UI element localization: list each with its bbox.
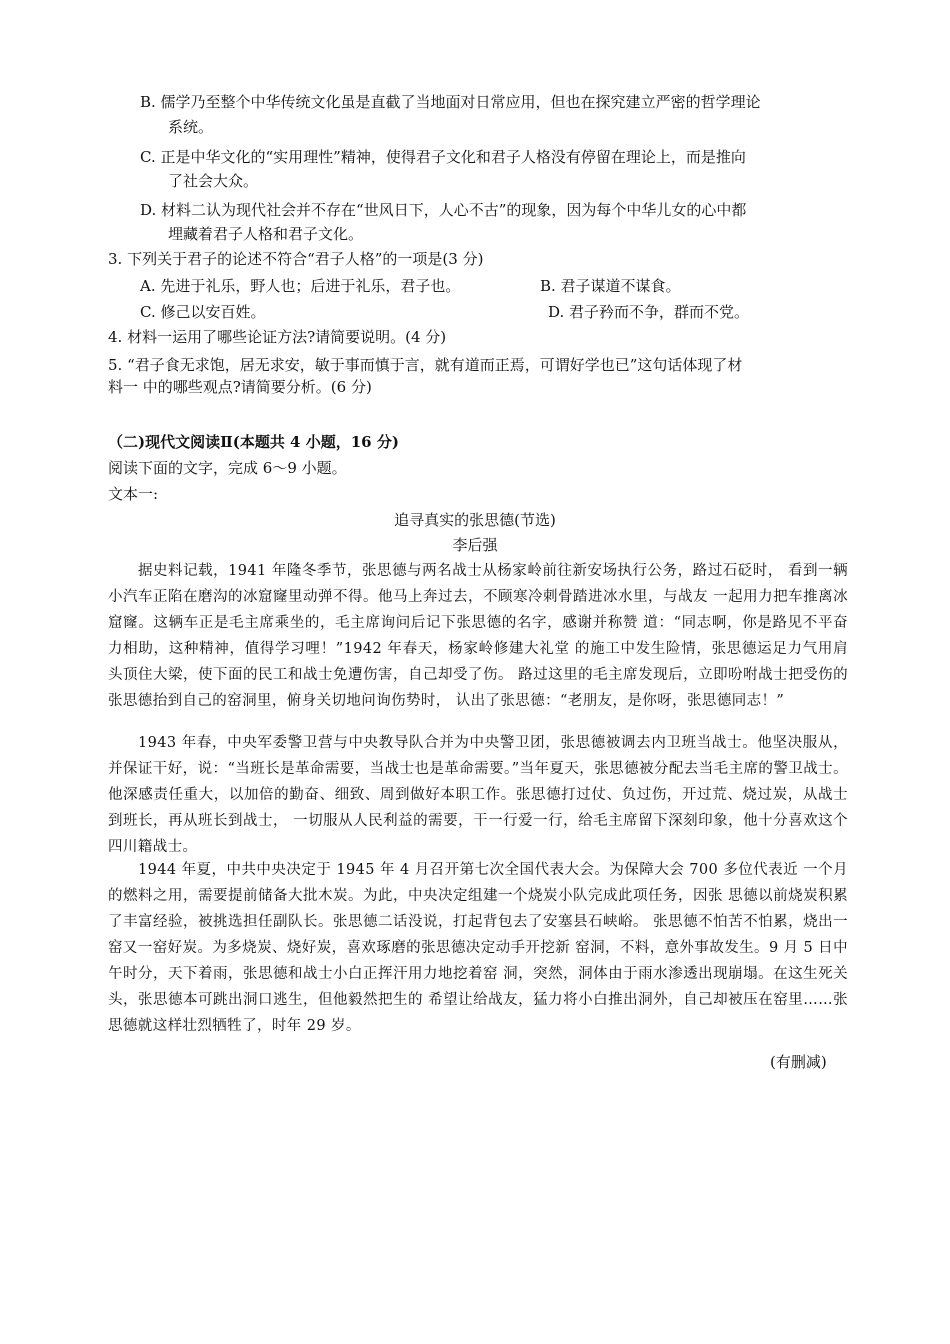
reading-instruction: 阅读下面的文字，完成 6～9 小题。: [108, 459, 347, 477]
option-c-line1: C. 正是中华文化的“实用理性”精神，使得君子文化和君子人格没有停留在理论上，而是推向: [140, 148, 746, 166]
question-4: 4. 材料一运用了哪些论证方法?请简要说明。(4 分): [108, 328, 447, 346]
section-heading: （二)现代文阅读Ⅱ(本题共 4 小题，16 分): [108, 433, 399, 451]
question-3-option-c: C. 修己以安百姓。: [140, 303, 266, 321]
article-author: 李后强: [452, 536, 498, 554]
question-3-option-a: A. 先进于礼乐，野人也；后进于礼乐，君子也。: [140, 277, 461, 295]
question-3-stem: 3. 下列关于君子的论述不符合“君子人格”的一项是(3 分): [108, 250, 484, 268]
option-d-line1: D. 材料二认为现代社会并不存在“世风日下，人心不古”的现象，因为每个中华儿女的心中都: [140, 201, 747, 219]
option-c-line2: 了社会大众。: [168, 172, 259, 190]
option-b-line2: 系统。: [168, 118, 214, 136]
option-b-line1: B. 儒学乃至整个中华传统文化虽是直截了当地面对日常应用，但也在探究建立严密的哲学理论: [140, 93, 761, 111]
question-3-option-b: B. 君子谋道不谋食。: [540, 277, 681, 295]
article-paragraph-3: 1944 年夏，中共中央决定于 1945 年 4 月召开第七次全国代表大会。为保障大会 700 多位代表近 一个月的燃料之用，需要提前储备大批木炭。为此，中央决定组建一个烧炭小队完成此项任务，因张 思德以前烧炭积累了丰富经验，被挑选担任副队长。张思德二话没说，打起背包去了安塞县石峡峪。 张思德不怕苦不怕累，烧出一窑又一窑好炭。为多烧炭、烧好炭，喜欢琢磨的张思德决定动手开挖新 窑洞，不料，意外事故发生。9 月 5 日中午时分，天下着雨，张思德和战士小白正挥汗用力地挖着窑 洞，突然，洞体由于雨水渗透出现崩塌。在这生死关头，张思德本可跳出洞口逃生，但他毅然把生的 希望让给战友，猛力将小白推出洞外，自己却被压在窑里……张思德就这样壮烈牺牲了，时年 29 岁。: [108, 862, 848, 1034]
article-paragraph-1: 据史料记载，1941 年隆冬季节，张思德与两名战士从杨家岭前往新安场执行公务，路过石砭时， 看到一辆小汽车正陷在磨沟的冰窟窿里动弹不得。他马上奔过去，不顾寒冷刺骨踏进冰水里，与战友 一起用力把车推离冰窟窿。这辆车正是毛主席乘坐的，毛主席询问后记下张思德的名字，感谢并称赞 道：“同志啊，你是路见不平奋力相助，这种精神，值得学习哩！”1942 年春天，杨家岭修建大礼堂 的施工中发生险情，张思德运足力气用肩头顶住大梁，使下面的民工和战士免遭伤害，自己却受了伤。 路过这里的毛主席发现后，立即吩咐战士把受伤的张思德抬到自己的窑洞里，俯身关切地问询伤势时， 认出了张思德：“老朋友，是你呀，张思德同志！”: [108, 563, 848, 709]
option-d-line2: 埋藏着君子人格和君子文化。: [168, 225, 364, 243]
article-title: 追寻真实的张思德(节选): [394, 511, 556, 529]
abridged-note: (有删减): [770, 1053, 827, 1071]
text-label: 文本一:: [108, 485, 159, 503]
question-3-option-d: D. 君子矜而不争，群而不党。: [548, 303, 750, 321]
question-5-line1: 5. “君子食无求饱，居无求安，敏于事而慎于言，就有道而正焉，可谓好学也已”这句话体现了材: [108, 356, 743, 374]
question-5-line2: 料一 中的哪些观点?请简要分析。(6 分): [108, 378, 372, 396]
article-paragraph-2: 1943 年春，中央军委警卫营与中央教导队合并为中央警卫团，张思德被调去内卫班当战士。他坚决服从，并保证干好，说：“当班长是革命需要，当战士也是革命需要。”当年夏天，张思德被分配去当毛主席的警卫战士。他深感责任重大，以加倍的勤奋、细致、周到做好本职工作。张思德打过仗、负过伤，开过荒、烧过炭，从战士到班长，再从班长到战士， 一切服从人民利益的需要，干一行爱一行，给毛主席留下深刻印象，他十分喜欢这个四川籍战士。: [108, 735, 848, 855]
